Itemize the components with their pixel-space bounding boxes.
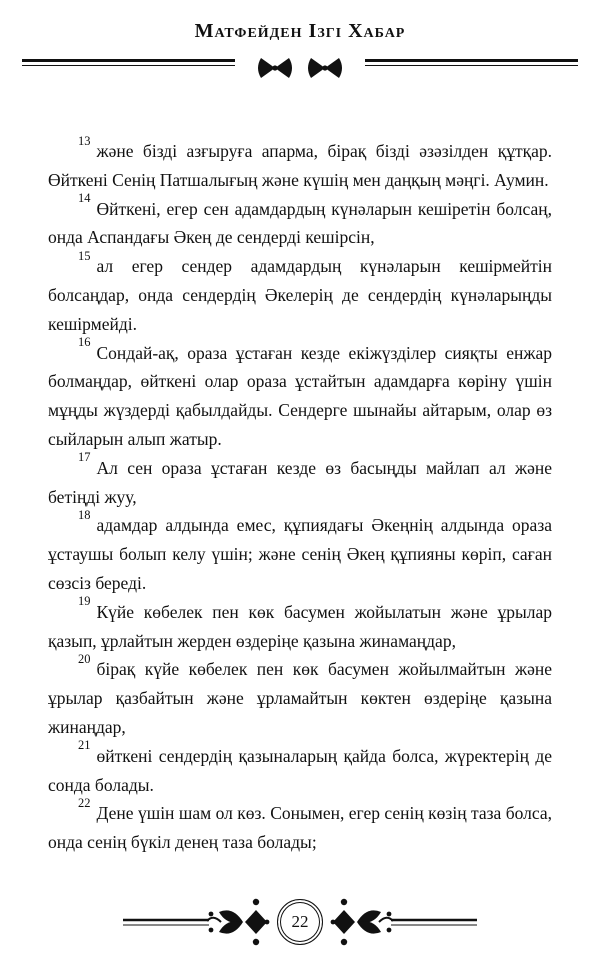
verse-number: 15 xyxy=(78,248,91,263)
verse-number: 21 xyxy=(78,738,91,753)
verse-number: 17 xyxy=(78,450,91,465)
verse-text: Ал сен ораза ұстаған кезде өз басыңды майлап ал және бетіңді жуу, xyxy=(48,457,552,507)
page-number: 22 xyxy=(291,912,309,931)
verse-text: бірақ күйе көбелек пен көк басумен жойылмайтын және ұрылар қазбайтын және ұрламайтын көктен өздеріңе қазына жинаңдар, xyxy=(48,659,552,737)
header-rule xyxy=(22,53,578,91)
verse-paragraph xyxy=(48,450,552,512)
verse-paragraph xyxy=(48,738,552,800)
verse-text: Дене үшін шам ол көз. Сонымен, егер сенің көзің таза болса, онда сенің бүкіл денең таза болады; xyxy=(48,803,552,853)
verse-paragraph xyxy=(48,133,552,195)
verse-paragraph xyxy=(48,507,552,597)
page-footer xyxy=(0,894,600,950)
verse-paragraph xyxy=(48,191,552,253)
verse-paragraph xyxy=(48,795,552,857)
verse-number: 14 xyxy=(78,191,91,206)
verse-paragraph xyxy=(48,248,552,338)
verse-number: 22 xyxy=(78,795,91,810)
verse-text: және бізді азғыруға апарма, бірақ бізді әзәзілден құтқар. Өйткені Сенің Патшалығың және күшің мен даңқың мәңгі. Аумин. xyxy=(48,141,552,190)
verse-text-block xyxy=(48,133,552,857)
verse-number: 18 xyxy=(78,507,91,522)
header-fleuron-icon xyxy=(235,53,365,83)
verse-text: ал егер сендер адамдардың күнәларын кешірмейтін болсаңдар, онда сендердің Әкелерің де сендердің күнәларыңды кешірмейді. xyxy=(48,256,552,334)
verse-paragraph xyxy=(48,651,552,741)
verse-text: Өйткені, егер сен адамдардың күнәларын кешіретін болсаң, онда Аспандағы Әкең де сендерді кешірсін, xyxy=(48,198,552,248)
footer-flourish-left-icon xyxy=(121,894,271,950)
verse-text: адамдар алдында емес, құпиядағы Әкеңнің алдында ораза ұстаушы болып келу үшін; және сенің Әкең құпияны көріп, саған сөзсіз береді. xyxy=(48,515,552,593)
footer-flourish-right-icon xyxy=(329,894,479,950)
page-number-badge xyxy=(277,899,323,945)
verse-paragraph xyxy=(48,335,552,454)
verse-number: 19 xyxy=(78,594,91,609)
verse-paragraph xyxy=(48,594,552,656)
verse-text: өйткені сендердің қазыналарың қайда болса, жүректерің де сонда болады. xyxy=(48,745,552,795)
verse-number: 13 xyxy=(78,133,91,148)
verse-number: 20 xyxy=(78,651,91,666)
verse-number: 16 xyxy=(78,335,91,350)
page-title: Матфейден Ізгі Хабар xyxy=(194,20,406,42)
verse-text: Сондай-ақ, ораза ұстаған кезде екіжүзділер сияқты енжар болмаңдар, өйткені олар ораза ұстайтын адамдарға көріну үшін мұңды жүздерді қабылдайды. Сендерге шынайы айтарым, олар өз сыйларын алып жатыр. xyxy=(48,342,552,449)
verse-text: Күйе көбелек пен көк басумен жойылатын және ұрылар қазып, ұрлайтын жерден өздеріңе қазына жинамаңдар, xyxy=(48,601,552,651)
